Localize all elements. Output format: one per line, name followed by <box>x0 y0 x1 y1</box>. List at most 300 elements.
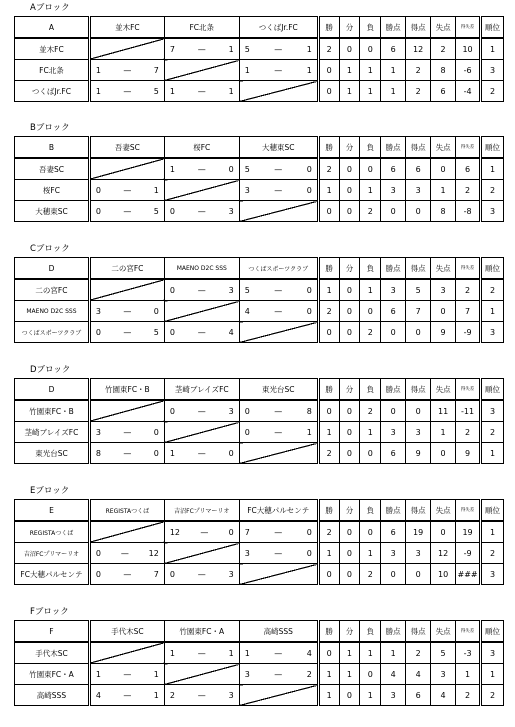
goals-against: 0 <box>228 527 234 537</box>
stat-value: 3 <box>481 201 504 222</box>
team-name: 桜FC <box>15 180 90 201</box>
match-score <box>164 81 239 102</box>
stat-value: 1 <box>481 301 504 322</box>
stat-value: 0 <box>318 60 339 81</box>
stat-value: 0 <box>339 521 360 543</box>
stat-value: 6 <box>431 81 456 102</box>
table-row <box>15 301 504 322</box>
stat-value: 1 <box>318 543 339 564</box>
team-name: 大穂東SC <box>15 201 90 222</box>
stat-header: 得失差 <box>456 258 481 280</box>
team-name: REGISTAつくば <box>15 521 90 543</box>
stat-value: 3 <box>481 60 504 81</box>
stat-value: 0 <box>339 685 360 706</box>
match-score <box>164 642 239 664</box>
stat-value: 0 <box>381 201 406 222</box>
self-match-cell <box>164 422 239 443</box>
stat-value: 2 <box>456 180 481 201</box>
goals-for: 5 <box>244 164 250 174</box>
stat-header: 順位 <box>481 258 504 280</box>
match-score <box>164 201 239 222</box>
self-match-cell <box>164 60 239 81</box>
stat-value: 0 <box>360 158 381 180</box>
stat-value: 3 <box>381 543 406 564</box>
stat-value: 0 <box>360 521 381 543</box>
team-name: 手代木SC <box>15 642 90 664</box>
score-dash: — <box>123 669 132 679</box>
score-dash: — <box>274 548 283 558</box>
goals-against: 5 <box>153 206 159 216</box>
stat-header: 失点 <box>431 137 456 159</box>
stat-header: 勝点 <box>381 379 406 401</box>
self-match-cell <box>239 201 318 222</box>
goals-for: 0 <box>95 185 101 195</box>
header-row <box>15 621 504 643</box>
goals-for: 7 <box>169 44 175 54</box>
stat-value: 2 <box>318 158 339 180</box>
goals-against: 0 <box>306 306 312 316</box>
goals-against: 4 <box>228 327 234 337</box>
stat-header: 順位 <box>481 379 504 401</box>
stat-value: 3 <box>481 642 504 664</box>
goals-for: 3 <box>244 669 250 679</box>
stat-header: 失点 <box>431 500 456 522</box>
table-row <box>15 81 504 102</box>
score-dash: — <box>197 285 206 295</box>
stat-value: 6 <box>406 685 431 706</box>
standings-table <box>14 378 504 464</box>
goals-against: 7 <box>153 65 159 75</box>
opponent-header: 大穂東SC <box>239 137 318 159</box>
opponent-header: 東光台SC <box>239 379 318 401</box>
stat-value: 3 <box>431 664 456 685</box>
table-row <box>15 322 504 343</box>
goals-for: 1 <box>95 86 101 96</box>
goals-for: 3 <box>244 185 250 195</box>
stat-value: 1 <box>456 664 481 685</box>
block-label: D <box>15 258 90 280</box>
score-dash: — <box>274 427 283 437</box>
goals-for: 7 <box>244 527 250 537</box>
match-score <box>89 201 164 222</box>
stat-value: -3 <box>456 642 481 664</box>
block-title: Aブロック <box>30 3 70 13</box>
block-title: Eブロック <box>30 486 70 496</box>
goals-for: 1 <box>169 164 175 174</box>
self-match-cell <box>239 685 318 706</box>
goals-for: 8 <box>95 448 101 458</box>
opponent-header: 吾妻SC <box>89 137 164 159</box>
standings-table <box>14 620 504 706</box>
goals-against: 4 <box>306 648 312 658</box>
match-score <box>89 422 164 443</box>
block-section <box>8 604 506 706</box>
goals-against: 2 <box>306 669 312 679</box>
stat-value: 19 <box>406 521 431 543</box>
match-score <box>164 685 239 706</box>
self-match-cell <box>239 322 318 343</box>
stat-header: 得失差 <box>456 379 481 401</box>
goals-against: 1 <box>306 427 312 437</box>
stat-value: 0 <box>339 443 360 464</box>
stat-value: 0 <box>360 38 381 60</box>
score-dash: — <box>274 285 283 295</box>
match-score <box>164 279 239 301</box>
stat-value: 0 <box>318 564 339 585</box>
match-score <box>89 664 164 685</box>
table-row <box>15 201 504 222</box>
self-match-cell <box>89 400 164 422</box>
block-section <box>8 120 506 222</box>
stat-header: 順位 <box>481 621 504 643</box>
match-score <box>239 180 318 201</box>
stat-value: 2 <box>318 301 339 322</box>
stat-value: 0 <box>339 322 360 343</box>
stat-header: 失点 <box>431 17 456 39</box>
self-match-cell <box>164 664 239 685</box>
goals-for: 0 <box>95 206 101 216</box>
stat-value: 0 <box>318 322 339 343</box>
goals-against: 0 <box>306 527 312 537</box>
block-label: A <box>15 17 90 39</box>
stat-header: 得点 <box>406 17 431 39</box>
goals-for: 1 <box>169 648 175 658</box>
goals-against: 0 <box>306 164 312 174</box>
standings-table <box>14 136 504 222</box>
match-score <box>239 543 318 564</box>
stat-value: 1 <box>381 81 406 102</box>
self-match-cell <box>239 81 318 102</box>
stat-header: 勝 <box>318 137 339 159</box>
stat-value: 2 <box>481 543 504 564</box>
stat-value: 11 <box>431 400 456 422</box>
stat-value: 1 <box>339 664 360 685</box>
stat-header: 分 <box>339 137 360 159</box>
stat-value: 0 <box>406 564 431 585</box>
score-dash: — <box>120 548 129 558</box>
goals-against: 0 <box>153 427 159 437</box>
stat-header: 得失差 <box>456 17 481 39</box>
stat-value: 3 <box>381 180 406 201</box>
match-score <box>89 564 164 585</box>
self-match-cell <box>89 279 164 301</box>
goals-against: 1 <box>228 44 234 54</box>
goals-for: 0 <box>169 406 175 416</box>
block-section <box>8 0 506 102</box>
stat-value: 6 <box>456 158 481 180</box>
block-title: Dブロック <box>30 365 71 375</box>
stat-value: -4 <box>456 81 481 102</box>
score-dash: — <box>197 327 206 337</box>
goals-for: 12 <box>169 527 180 537</box>
standings-table <box>14 16 504 102</box>
stat-value: -6 <box>456 60 481 81</box>
goals-for: 1 <box>244 65 250 75</box>
score-dash: — <box>274 164 283 174</box>
stat-header: 得点 <box>406 258 431 280</box>
table-row <box>15 642 504 664</box>
stat-value: 2 <box>406 60 431 81</box>
self-match-cell <box>239 443 318 464</box>
stat-header: 順位 <box>481 17 504 39</box>
stat-value: 0 <box>339 564 360 585</box>
stat-value: 9 <box>456 443 481 464</box>
score-dash: — <box>197 648 206 658</box>
score-dash: — <box>123 65 132 75</box>
stat-value: 0 <box>339 400 360 422</box>
block-label: D <box>15 379 90 401</box>
stat-value: 2 <box>456 422 481 443</box>
table-row <box>15 521 504 543</box>
match-score <box>239 422 318 443</box>
goals-against: 1 <box>306 65 312 75</box>
stat-value: 0 <box>406 201 431 222</box>
score-dash: — <box>197 406 206 416</box>
goals-for: 0 <box>169 206 175 216</box>
stat-header: 負 <box>360 17 381 39</box>
stat-header: 勝点 <box>381 500 406 522</box>
stat-header: 負 <box>360 379 381 401</box>
stat-value: 0 <box>339 543 360 564</box>
stat-value: 1 <box>318 685 339 706</box>
opponent-header: 竹園東FC・A <box>164 621 239 643</box>
header-row <box>15 17 504 39</box>
block-title: Cブロック <box>30 244 70 254</box>
score-dash: — <box>123 86 132 96</box>
goals-against: 1 <box>306 44 312 54</box>
opponent-header: つくばスポーツクラブ <box>239 258 318 280</box>
opponent-header: FC北条 <box>164 17 239 39</box>
team-name: FC大穂パルセンテ <box>15 564 90 585</box>
stat-value: 2 <box>360 564 381 585</box>
stat-value: 1 <box>360 543 381 564</box>
match-score <box>239 60 318 81</box>
goals-for: 1 <box>169 448 175 458</box>
stat-header: 勝 <box>318 500 339 522</box>
standings-table <box>14 499 504 585</box>
match-score <box>89 443 164 464</box>
stat-header: 得点 <box>406 500 431 522</box>
match-score <box>164 400 239 422</box>
stat-value: 1 <box>381 60 406 81</box>
stat-value: -9 <box>456 322 481 343</box>
stat-value: 12 <box>406 38 431 60</box>
stat-header: 順位 <box>481 137 504 159</box>
score-dash: — <box>123 206 132 216</box>
stat-value: 7 <box>456 301 481 322</box>
header-row <box>15 137 504 159</box>
opponent-header: つくばJr.FC <box>239 17 318 39</box>
score-dash: — <box>197 690 206 700</box>
stat-value: 5 <box>431 642 456 664</box>
stat-value: 0 <box>339 422 360 443</box>
team-name: 高崎SSS <box>15 685 90 706</box>
stat-header: 勝 <box>318 258 339 280</box>
stat-header: 得失差 <box>456 500 481 522</box>
stat-value: 2 <box>406 81 431 102</box>
stat-header: 負 <box>360 621 381 643</box>
stat-value: 3 <box>481 322 504 343</box>
goals-for: 1 <box>95 65 101 75</box>
goals-for: 4 <box>95 690 101 700</box>
score-dash: — <box>197 206 206 216</box>
goals-against: 0 <box>153 306 159 316</box>
goals-for: 3 <box>95 306 101 316</box>
table-row <box>15 60 504 81</box>
header-row <box>15 500 504 522</box>
stat-header: 勝点 <box>381 258 406 280</box>
opponent-header: MAENO D2C SSS <box>164 258 239 280</box>
table-row <box>15 564 504 585</box>
stat-value: 10 <box>456 38 481 60</box>
stat-value: 2 <box>360 322 381 343</box>
header-row <box>15 258 504 280</box>
stat-value: 1 <box>360 60 381 81</box>
stat-value: 1 <box>381 642 406 664</box>
stat-value: 1 <box>318 180 339 201</box>
goals-for: 4 <box>244 306 250 316</box>
stat-header: 得点 <box>406 621 431 643</box>
team-name: つくばJr.FC <box>15 81 90 102</box>
opponent-header: FC大穂パルセンテ <box>239 500 318 522</box>
stat-value: 19 <box>456 521 481 543</box>
goals-for: 1 <box>244 648 250 658</box>
stat-value: 4 <box>406 664 431 685</box>
stat-value: 0 <box>381 400 406 422</box>
stat-value: 1 <box>360 422 381 443</box>
self-match-cell <box>89 158 164 180</box>
stat-header: 失点 <box>431 621 456 643</box>
stat-value: 0 <box>406 322 431 343</box>
match-score <box>164 564 239 585</box>
score-dash: — <box>123 185 132 195</box>
goals-against: 3 <box>228 285 234 295</box>
match-score <box>239 664 318 685</box>
stat-value: 8 <box>431 201 456 222</box>
stat-value: 0 <box>339 201 360 222</box>
opponent-header: REGISTAつくば <box>89 500 164 522</box>
goals-for: 0 <box>244 427 250 437</box>
stat-header: 分 <box>339 621 360 643</box>
goals-against: 7 <box>153 569 159 579</box>
score-dash: — <box>274 185 283 195</box>
stat-value: 6 <box>381 158 406 180</box>
stat-value: 0 <box>431 443 456 464</box>
stat-value: -9 <box>456 543 481 564</box>
stat-value: 1 <box>481 521 504 543</box>
stat-value: 0 <box>339 38 360 60</box>
stat-value: 1 <box>360 81 381 102</box>
score-dash: — <box>274 306 283 316</box>
stat-value: 1 <box>339 642 360 664</box>
stat-header: 分 <box>339 500 360 522</box>
goals-for: 3 <box>244 548 250 558</box>
score-dash: — <box>197 569 206 579</box>
table-row <box>15 422 504 443</box>
stat-value: 3 <box>406 180 431 201</box>
table-row <box>15 180 504 201</box>
stat-header: 得失差 <box>456 621 481 643</box>
stat-value: 0 <box>339 301 360 322</box>
goals-for: 0 <box>95 327 101 337</box>
stat-value: 4 <box>431 685 456 706</box>
match-score <box>239 279 318 301</box>
stat-value: 6 <box>381 443 406 464</box>
table-row <box>15 158 504 180</box>
self-match-cell <box>89 521 164 543</box>
goals-against: 5 <box>153 327 159 337</box>
team-name: 竹園東FC・A <box>15 664 90 685</box>
score-dash: — <box>123 327 132 337</box>
goals-against: 0 <box>306 285 312 295</box>
stat-value: 0 <box>318 201 339 222</box>
match-score <box>164 521 239 543</box>
stat-header: 分 <box>339 379 360 401</box>
opponent-header: 並木FC <box>89 17 164 39</box>
team-name: MAENO D2C SSS <box>15 301 90 322</box>
stat-value: 2 <box>456 279 481 301</box>
stat-value: 5 <box>406 279 431 301</box>
team-name: 吉沼FCプリマーリオ <box>15 543 90 564</box>
score-dash: — <box>123 690 132 700</box>
team-name: つくばスポーツクラブ <box>15 322 90 343</box>
score-dash: — <box>274 527 283 537</box>
score-dash: — <box>123 427 132 437</box>
stat-value: 1 <box>481 664 504 685</box>
team-name: 東光台SC <box>15 443 90 464</box>
match-score <box>239 400 318 422</box>
stat-value: 1 <box>339 81 360 102</box>
stat-value: 3 <box>406 543 431 564</box>
stat-value: 1 <box>318 664 339 685</box>
block-label: E <box>15 500 90 522</box>
stat-header: 勝 <box>318 17 339 39</box>
match-score <box>89 685 164 706</box>
match-score <box>89 322 164 343</box>
table-row <box>15 685 504 706</box>
opponent-header: 茎崎ブレイズFC <box>164 379 239 401</box>
goals-against: 1 <box>153 690 159 700</box>
opponent-header: 二の宮FC <box>89 258 164 280</box>
goals-against: 1 <box>153 669 159 679</box>
goals-against: 0 <box>228 448 234 458</box>
match-score <box>89 301 164 322</box>
stat-value: 0 <box>431 521 456 543</box>
stat-value: 0 <box>360 664 381 685</box>
stat-header: 失点 <box>431 258 456 280</box>
stat-value: 7 <box>406 301 431 322</box>
goals-for: 0 <box>169 285 175 295</box>
stat-value: 3 <box>406 422 431 443</box>
goals-against: 0 <box>306 548 312 558</box>
block-title: Bブロック <box>30 123 70 133</box>
stat-header: 分 <box>339 17 360 39</box>
stat-value: 3 <box>381 279 406 301</box>
match-score <box>89 543 164 564</box>
stat-header: 勝点 <box>381 621 406 643</box>
opponent-header: 桜FC <box>164 137 239 159</box>
stat-value: 2 <box>481 685 504 706</box>
self-match-cell <box>164 180 239 201</box>
self-match-cell <box>89 38 164 60</box>
team-name: 吾妻SC <box>15 158 90 180</box>
stat-value: 1 <box>318 422 339 443</box>
stat-value: 0 <box>318 81 339 102</box>
score-dash: — <box>197 86 206 96</box>
opponent-header: 吉沼FCプリマーリオ <box>164 500 239 522</box>
stat-value: 6 <box>381 521 406 543</box>
stat-value: 0 <box>406 400 431 422</box>
